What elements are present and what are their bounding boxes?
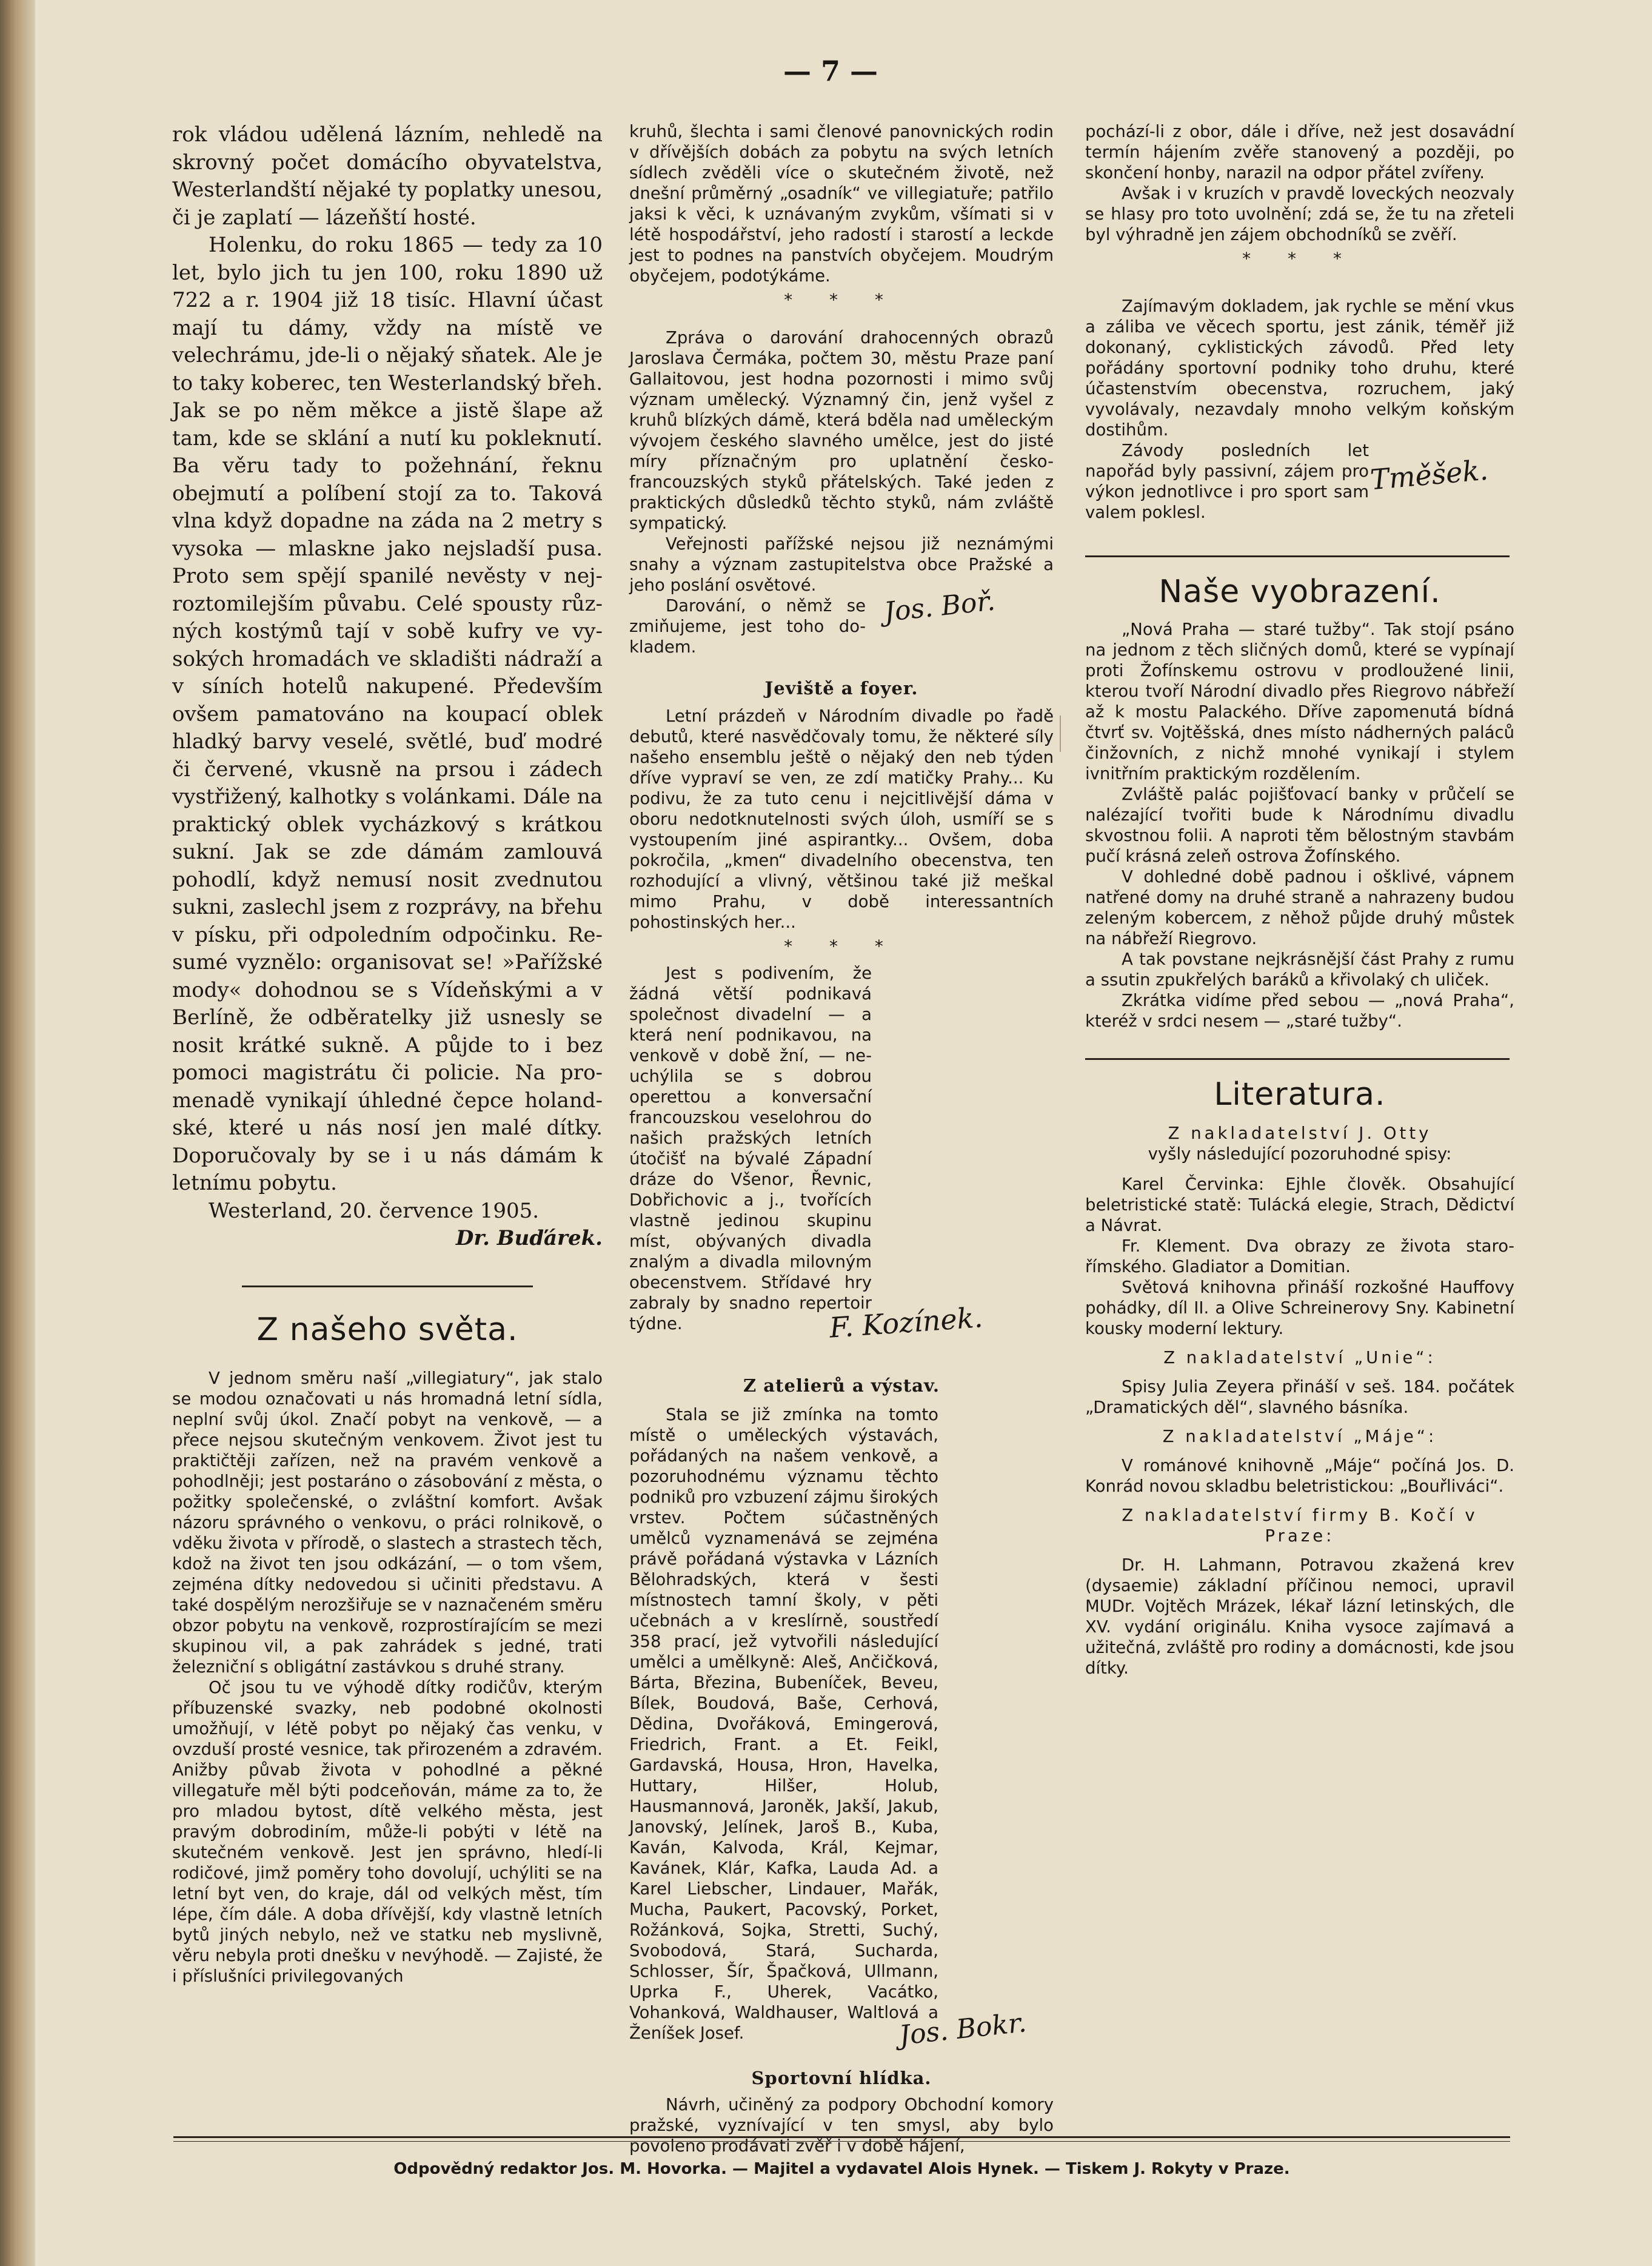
page-number: — 7 — bbox=[783, 55, 878, 87]
book-entry: Světová knihovna přináší rozkošné Hauffovy pohádky, díl II. a Olive Schreinerovy Sny. Kabinetní kousky moderní lektury. bbox=[1085, 1278, 1514, 1338]
article-paragraph: Zpráva o darování drahocenných obrazů Jaroslava Čermáka, počtem 30, městu Praze paní Gallaitovou, jest hodna pozornosti i mimo svůj význam umělecký. Významný čin, jenž vyšel z kruhů blízkých dámě, která bděla nad uměleckým vývojem českého slavného umělce, jest do jisté míry příznačným pro uplatnění česko-francouzských styků přátelských. Také jeden z praktických důsledků těchto styků, nám zvláště sympatický. bbox=[629, 328, 1054, 533]
article-paragraph: A tak povstane nejkrásnější část Prahy z rumu a ssutin zpukřelých baráků a křivolaký ch uliček. bbox=[1085, 950, 1514, 990]
article-paragraph: Návrh, učiněný za podpory Obchodní komory pražské, vyznívající v ten smysl, aby bylo povoleno prodávati zvěř i v době hájení, bbox=[629, 2095, 1054, 2156]
footer-rule bbox=[173, 2136, 1510, 2138]
column-left bbox=[172, 121, 603, 1986]
section-heading-literatura: Literatura. bbox=[1214, 1076, 1386, 1113]
article-paragraph: rok vládou udělená lázním, nehledě na skrovný počet domácího obyvatelstva, Westerlandští nějaké ty poplatky unesou, či je zaplatí — lázeňští hosté. bbox=[172, 122, 603, 230]
signature: Tměšek. bbox=[1369, 453, 1490, 497]
section-stars: * * * bbox=[784, 936, 899, 956]
article-paragraph: Avšak i v kruzích v pravdě loveckých neozvaly se hlasy pro toto uvolnění; zdá se, že tu na zřeteli byl výhradně jen zájem obchodníků se zvěří. bbox=[1085, 184, 1514, 244]
article-paragraph: Letní prázdeň v Národním divadle po řadě debutů, které nasvědčovaly tomu, že některé síly našeho ensemblu ještě o nějaký den neb týden dříve vypraví se ven, ze zdí matičky Prahy... Ku podivu, že za tuto cenu i nejcitlivější dáma v oboru nedotknutelnosti svých úloh, usmíří se s vystoupením jiné aspirantky... Ovšem, doba pokročila, „kmen“ divadelního obecenstva, ten rozhodující a vlivný, většinou také již meškal mimo Prahu, v době interessantních pohostinských her... bbox=[629, 706, 1054, 932]
signature: Jos. Bokr. bbox=[897, 2007, 1028, 2051]
article-paragraph: Oč jsou tu ve výhodě dítky rodičův, kterým příbuzenské svazky, neb podobné okolnosti umožňují, v létě pobyt po nějaký čas venku, v ovzduší prosté vesnice, tak přirozeném a zdravém. Anižby půvab života v pohodlné a pěkné villegatuře měl býti podceňován, máme za to, že pro mladou bytost, dítě velkého města, jest pravým dobrodiním, může-li pobýti v létě na skutečném venkově. Jest jen správno, hledí-li rodičové, jimž poměry toho dovolují, uchýliti se na letní byt ven, do kraje, dál od velkých měst, tím lépe, čím dále. A doba dřívější, kdy vlastně letních bytů jiných nebylo, než ve statku neb myslivně, věru nebyla proti dnešku v nevýhodě. — Zajisté, že i příslušníci privilegovaných bbox=[172, 1678, 603, 1986]
article-paragraph: Veřejnosti pařížské nejsou již neznámými snahy a význam zastupitelstva obce Pražské a jeho poslání osvětové. bbox=[629, 534, 1054, 595]
section-heading-z-naseho-sveta: Z našeho světa. bbox=[256, 1311, 518, 1348]
book-entry: Spisy Julia Zeyera přináší v seš. 184. počátek „Dramatických děl“, slavného básníka. bbox=[1085, 1377, 1514, 1417]
section-heading-sport: Sportovní hlídka. bbox=[751, 2068, 932, 2088]
article-paragraph: V jednom směru naší „villegiatury“, jak stalo se modou označovati u nás hromadná letní sídla, neplní svůj úkol. Značí pobyt na venkově, — a přece nejsou skutečným venkovem. Život jest tu praktičtěji zařízen, než na pravém venkově a pohodlněji; jest postaráno o zásobování z města, o požitky společenské, o zvláštní komfort. Avšak názoru správného o venkovu, o práci rolnikově, o vděku života v přírodě, o slastech a strastech těch, kdož na život ten jsou odkázání, — o tom všem, zejména dítky nedovedou si učiniti představu. A také dospělým nerozšiřuje se v naznačeném směru obzor pobytu na venkově, rozprostírajícím se mezi skupinou vil, a pak zahrádek s jedné, trati železniční s obligátní zastávkou s druhé strany. bbox=[172, 1369, 603, 1677]
library-stamp-mark bbox=[1060, 716, 1068, 752]
publisher-heading: Z nakladatelství firmy B. Kočí v Praze: bbox=[1122, 1506, 1478, 1546]
book-entry: Dr. H. Lahmann, Potravou zkažená krev (dysaemie) základní příčinou nemoci, upravil MUDr. Vojtěch Mrázek, lékař lázní letinských, dle XV. vydání originálu. Kniha vysoce zajímavá a užitečná, zvláště pro rodiny a domácnosti, kde jsou dítky. bbox=[1085, 1555, 1514, 1678]
column-right bbox=[1085, 121, 1514, 1678]
book-entry: V románové knihovně „Máje“ počíná Jos. D. Konrád novou skladbu beletristickou: „Bouřliváci“. bbox=[1085, 1456, 1514, 1496]
article-paragraph: Zajímavým dokladem, jak rychle se mění vkus a záliba ve věcech sportu, jest zánik, téměř již dokonaný, cyklistických závodů. Před lety pořádány sportovní podniky toho druhu, které účastenstvím obecenstva, rozruchem, jaký vyvolávaly, nezavdaly mnoho velkým koňským dostihům. bbox=[1085, 297, 1514, 440]
footer-rule bbox=[173, 2141, 1510, 2142]
article-dateline: Westerland, 20. července 1905. bbox=[209, 1198, 540, 1223]
section-stars: * * * bbox=[784, 290, 899, 310]
publisher-subheading: vyšly následující pozoruhodné spisy: bbox=[1148, 1144, 1452, 1164]
section-heading-ateliery: Z atelierů a výstav. bbox=[743, 1375, 940, 1396]
publisher-heading: Z nakladatelství J. Otty bbox=[1168, 1124, 1432, 1143]
article-author: Dr. Buďárek. bbox=[455, 1226, 603, 1250]
imprint-footer: Odpovědný redaktor Jos. M. Hovorka. — Majitel a vydavatel Alois Hynek. — Tiskem J. Rokyty v Praze. bbox=[393, 2160, 1290, 2178]
section-heading-jeviste: Jeviště a foyer. bbox=[764, 678, 918, 699]
article-paragraph: Jest s podivením, že žádná větší podnikavá společnost divadelní — a která není podnikavou, na venkově v době žní, — neuchýlila se s dobrou operettou a konversační francouzskou veselohrou do našich pražských letních útočišť na bývalé Západní dráze do Všenor, Řevnic, Dobřichovic a j., tvořících vlastně jedinou skupinu míst, obývaných divadla znalým a divadla milovným obecenstvem. Střídavé hry zabraly by snadno repertoir týdne. bbox=[629, 964, 872, 1333]
article-paragraph: Holenku, do roku 1865 — tedy za 10 let, bylo jich tu jen 100, roku 1890 už 722 a r. 1904 již 18 tisíc. Hlavní účast mají tu dámy, vždy na místě ve velechrámu, jde-li o nějaký sňatek. Ale je to taky koberec, ten Westerlandský břeh. Jak se po něm měkce a jistě šlape až tam, kde se sklání a nutí ku pokleknutí. Ba věru tady to požehnání, řeknu obejmutí a políbení stojí za to. Taková vlna když dopadne na záda na 2 metry s vysoka — mlaskne jako nejsladší pusa. Proto sem spějí spanilé nevěsty v nejroztomilejším půvabu. Celé spousty různých kostýmů tají v sobě kufry ve vysokých hromadách ve skladišti nádraží a v síních hotelů nakupené. Především ovšem pamatováno na koupací oblek hladký barvy veselé, světlé, buď modré či červené, vkusně na prsou i zádech vystřižený, kalhotky s volánkami. Dále na praktický oblek vycházkový s krátkou sukní. Jak se zde dámám zamlouvá pohodlí, když nemusí nosit zvednutou sukni, zaslechl jsem z rozprávy, na břehu v písku, při odpoledním odpočinku. Resumé vyznělo: organisovat se! »Pařížské mody« dohodnou se s Vídeňskými a v Berlíně, že odběratelky již usnesly se nosit krátké sukně. A půjde to i bez pomoci magistrátu či policie. Na promenadě vynikají úhledné čepce holandské, které u nás nosí jen malé dítky. Doporučovaly by se i u nás dámám k letnímu pobytu. bbox=[172, 233, 603, 1195]
article-paragraph: „Nová Praha — staré tužby“. Tak stojí psáno na jednom z těch sličných domů, které se vypínají proti Žofínskemu ostrovu v prodloužené linii, kterou tvoří Národní divadlo přes Riegrovo nábřeží až k mostu Palackého. Dříve zapomenutá bídná čtvrť sv. Vojtěšská, dnes místo nádherných paláců činžovních, z nichž mnohé vynikají i stylem ivnitřním praktickým rozdělením. bbox=[1085, 620, 1514, 783]
page-binding-edge bbox=[0, 0, 35, 2266]
publisher-heading: Z nakladatelství „Máje“: bbox=[1162, 1427, 1437, 1446]
book-entry: Fr. Klement. Dva obrazy ze života starořímského. Gladiator a Domitian. bbox=[1085, 1236, 1514, 1276]
section-stars: * * * bbox=[1242, 249, 1357, 269]
book-entry: Karel Červinka: Ejhle člověk. Obsahující beletristické statě: Tulácká elegie, Strach, Dědictví a Návrat. bbox=[1085, 1175, 1514, 1235]
article-paragraph: V dohledné době padnou i ošklivé, vápnem natřené domy na druhé straně a nahrazeny budou zeleným kobercem, z něhož půjde druhý můstek na nábřeží Riegrovo. bbox=[1085, 867, 1514, 948]
signature: F. Kozínek. bbox=[828, 1301, 984, 1344]
article-paragraph: Darování, o němž se zmiňujeme, jest toho dokladem. bbox=[629, 596, 866, 657]
publisher-heading: Z nakladatelství „Unie“: bbox=[1163, 1348, 1436, 1367]
article-paragraph: Stala se již zmínka na tomto místě o uměleckých výstavách, pořádaných na našem venkově, a pozoruhodnému významu těchto podniků pro vzbuzení zájmu širokých vrstev. Počtem súčastněných umělců vyznamenává se zejména právě pořádaná výstavka v Lázních Bělohradských, která v šesti místnostech tamní školy, v pěti učebnách a v kreslírně, soustředí 358 prací, jež vytvořili následující umělci a umělkyně: Aleš, Ančičková, Bárta, Březina, Bubeníček, Beveu, Bílek, Boudová, Baše, Cerhová, Dědina, Dvořáková, Emingerová, Friedrich, Frant. a Et. Feikl, Gardavská, Housa, Hron, Havelka, Huttary, Hilšer, Holub, Hausmannová, Jaroněk, Jakší, Jakub, Janovský, Jelínek, Jaroš B., Kuba, Kaván, Kalvoda, Král, Kejmar, Kavánek, Klár, Kafka, Lauda Ad. a Karel Liebscher, Lindauer, Mařák, Mucha, Paukert, Pacovský, Porket, Rožánková, Sojka, Stretti, Suchý, Svobodová, Stará, Sucharda, Schlosser, Šír, Špačková, Ullmann, Uprka F., Uherek, Vacátko, Vohanková, Waldhauser, Waltlová a Ženíšek Josef. bbox=[629, 1405, 938, 2043]
article-paragraph: pochází-li z obor, dále i dříve, než jest dosavádní termín hájením zvěře stanovený a později, po skončení honby, narazil na odpor přátel zvířeny. bbox=[1085, 122, 1514, 183]
section-heading-nase-vyobrazeni: Naše vyobrazení. bbox=[1159, 574, 1441, 610]
signature: Jos. Boř. bbox=[882, 585, 997, 628]
article-paragraph: Zkrátka vidíme před sebou — „nová Praha“, kteréž v srdci nesem — „staré tužby“. bbox=[1085, 991, 1514, 1031]
article-paragraph: Závody posledních let napořád byly passivní, zájem pro výkon jednotlivce i pro sport sam valem poklesl. bbox=[1085, 441, 1369, 522]
article-paragraph: Zvláště palác pojišťovací banky v průčelí se nalézající tvořiti bude k Národnímu divadlu skvostnou folii. A naproti těm bělostným stavbám pučí krásná zeleň ostrova Žofínského. bbox=[1085, 785, 1514, 866]
article-paragraph: kruhů, šlechta i sami členové panovnických rodin v dřívějších dobách za pobytu na svých letních sídlech zvěděli více o skutečném životě, než dnešní průměrný „osadník“ ve villegiatuře; patřilo jaksi k věci, k uznávaným zvykům, všímati si v létě hospodářství, jeho radostí i starostí a leckde jest to podnes na panstvích obyčejem. Moudrým obyčejem, podotýkáme. bbox=[629, 122, 1054, 286]
column-middle bbox=[629, 121, 1054, 2156]
